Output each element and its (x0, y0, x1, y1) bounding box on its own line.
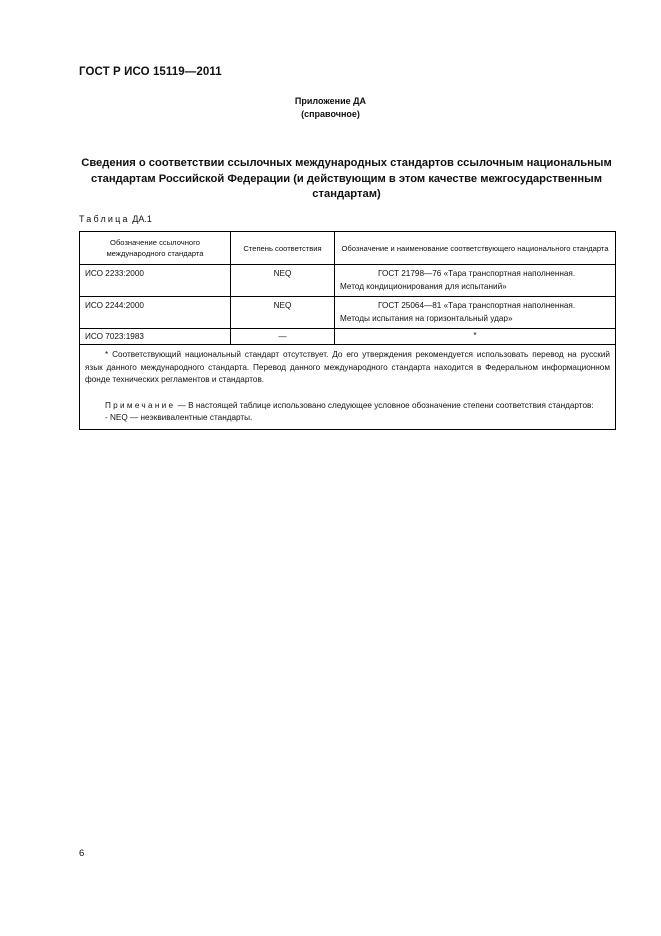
note-text: — В настоящей таблице использовано следующее условное обозначение степени соответствия стандартов: (175, 400, 594, 410)
column-header-intl: Обозначение ссылочного международного стандарта (80, 232, 231, 265)
table-row (80, 329, 616, 345)
cell-national (335, 329, 616, 345)
cell-intl: ИСО 2244:2000 (80, 297, 231, 329)
table-header-row (80, 232, 616, 265)
cell-intl: ИСО 2233:2000 (80, 265, 231, 297)
heading-line-3: стандартам) (312, 188, 381, 200)
cell-degree: — (231, 329, 335, 345)
cell-intl: ИСО 7023:1983 (80, 329, 231, 345)
cell-national-line-1: ГОСТ 25064—81 «Тара транспортная наполненная. (378, 301, 576, 310)
annex-title: Приложение ДА (294, 96, 367, 106)
column-header-degree: Степень соответствия (231, 232, 335, 265)
table-row (80, 297, 616, 329)
section-heading (79, 156, 614, 203)
table-notes-row (80, 345, 616, 430)
table-row (80, 265, 616, 297)
table-footnote: * Соответствующий национальный стандарт отсутствует. До его утверждения рекомендуется использовать перевод на русский язык данного международного стандарта. Перевод данного международного стандарта находится в Федеральном информационном фонде технических регламентов и стандартов. (85, 350, 610, 384)
cell-national-line-2: Метод кондиционирования для испытаний» (340, 281, 507, 291)
note-label: Примечание (105, 400, 176, 410)
cell-degree: NEQ (231, 297, 335, 329)
table-caption-word: Таблица (79, 214, 130, 224)
table-caption-number: ДА.1 (132, 214, 152, 224)
note-list-item: - NEQ — неэквивалентные стандарты. (105, 413, 253, 422)
page-number: 6 (79, 848, 85, 859)
cell-national-line-2: Методы испытания на горизонтальный удар» (340, 313, 513, 323)
table-notes (80, 345, 616, 430)
heading-line-1: Сведения о соответствии ссылочных международных стандартов ссылочным национальным (81, 157, 612, 169)
standards-table (79, 231, 616, 430)
table-note (85, 400, 610, 413)
annex-subtitle: (справочное) (301, 109, 360, 119)
heading-line-2: стандартам Российской Федерации (и действующим в этом качестве межгосударственным (90, 172, 602, 185)
cell-national (335, 297, 616, 329)
cell-national-line-1: * (473, 331, 477, 340)
cell-degree: NEQ (231, 265, 335, 297)
cell-national (335, 265, 616, 297)
column-header-national: Обозначение и наименование соответствующего национального стандарта (335, 232, 616, 265)
table-caption (79, 214, 152, 224)
cell-national-line-1: ГОСТ 21798—76 «Тара транспортная наполненная. (378, 269, 576, 278)
document-code: ГОСТ Р ИСО 15119—2011 (79, 66, 222, 78)
